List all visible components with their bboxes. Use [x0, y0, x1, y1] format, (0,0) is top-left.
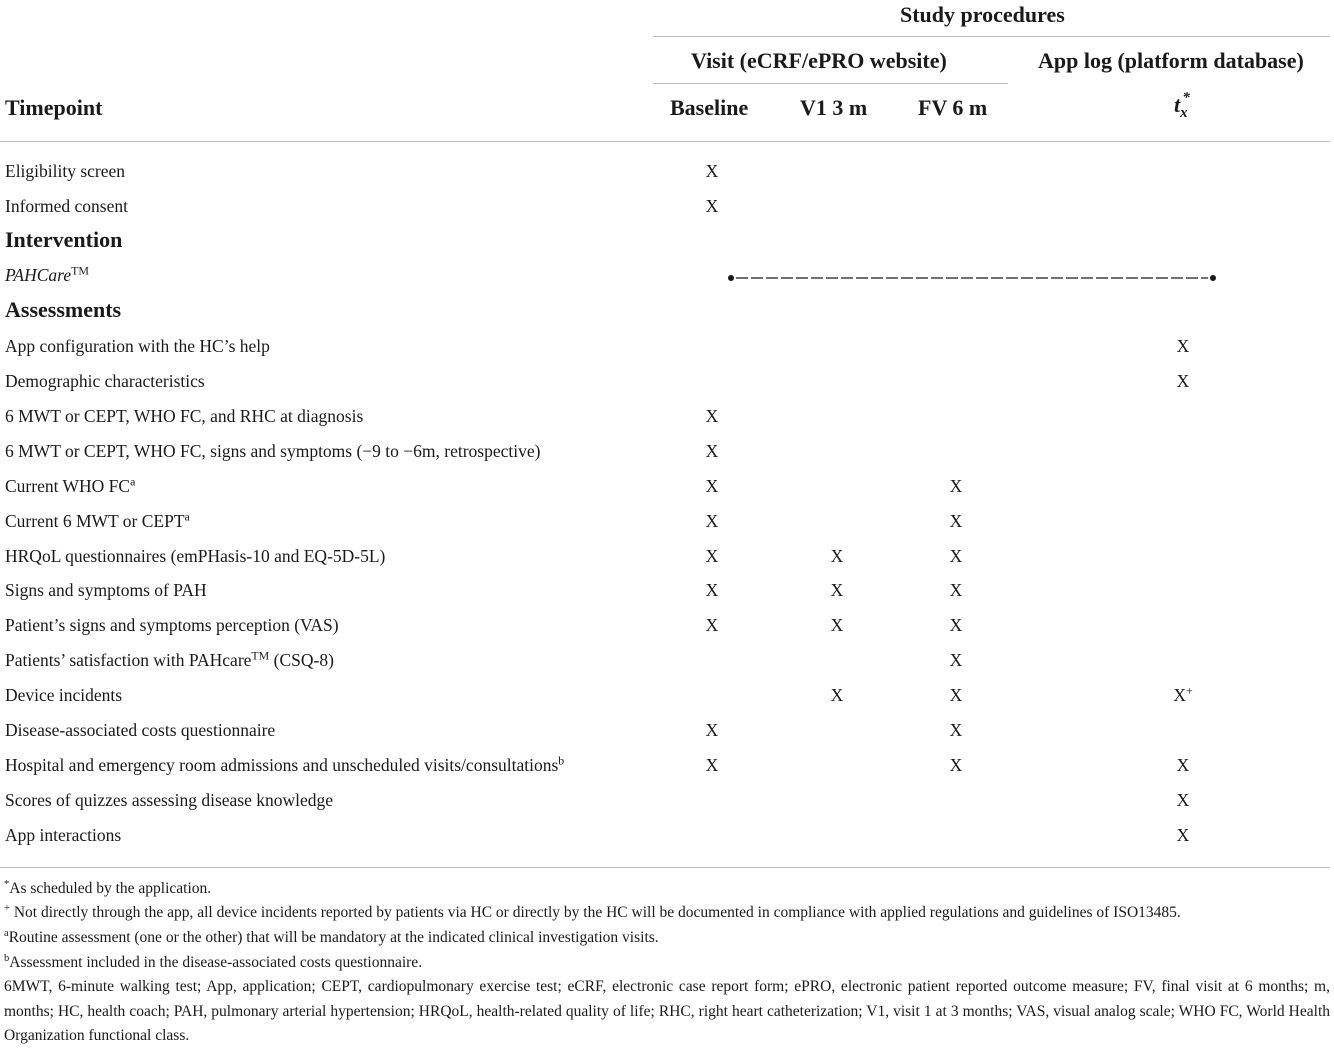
row-label — [5, 615, 339, 636]
cell-mark-text: X — [705, 406, 719, 426]
cell-fv-mark — [950, 755, 963, 776]
row-label — [5, 161, 125, 182]
header-tx: $t_x^*$ — [1174, 89, 1190, 122]
cell-fv-mark — [950, 615, 963, 636]
row-label — [5, 755, 564, 776]
cell-mark-text: X — [1176, 755, 1190, 775]
cell-baseline-mark — [706, 720, 719, 741]
cell-mark-text: X — [949, 685, 963, 705]
cell-baseline-mark — [706, 511, 719, 532]
footnote-abbreviations: 6MWT, 6-minute walking test; App, application; CEPT, cardiopulmonary exercise test; eCRF, electronic case report form; ePRO, electronic patient reported outcome measure; FV, final visit at 6 months; m, months; HC, health coach; PAH, pulmonary arterial hypertension; HRQoL, health-related quality of life; RHC, right heart catheterization; V1, visit 1 at 3 months; VAS, visual analog scale; WHO FC, World Health Organization functional class. — [4, 978, 1330, 1044]
row-label — [5, 476, 135, 497]
cell-app-mark — [1177, 790, 1190, 811]
row-label-text: App interactions — [5, 825, 122, 845]
header-fv: FV 6 m — [918, 95, 988, 120]
row-label-text: 6 MWT or CEPT, WHO FC, signs and symptoms (−9 to −6m, retrospective) — [5, 441, 541, 461]
cell-app-mark — [1177, 825, 1190, 846]
row-label-text: HRQoL questionnaires (emPHasis-10 and EQ-5D-5L) — [5, 546, 386, 566]
row-label-text: Patient’s signs and symptoms perception (VAS) — [5, 615, 339, 635]
row-label-text: Scores of quizzes assessing disease knowledge — [5, 790, 334, 810]
cell-mark-text: X — [1176, 336, 1190, 356]
cell-v1-mark — [831, 685, 844, 706]
cell-mark-text: X — [705, 720, 719, 740]
header-rule-bottom — [0, 141, 1330, 142]
timeline-end-dot — [1210, 275, 1216, 281]
cell-baseline-mark — [706, 615, 719, 636]
cell-mark-sup: + — [1185, 683, 1193, 698]
table-rule-bottom — [0, 867, 1330, 868]
intervention-label-sup: TM — [71, 263, 89, 278]
cell-baseline-mark — [706, 580, 719, 601]
intervention-label — [5, 265, 89, 286]
cell-baseline-mark — [706, 406, 719, 427]
footnote-a: $^a$Routine assessment (one or the other) that will be mandatory at the indicated clinical investigation visits. — [4, 928, 659, 946]
cell-fv-mark — [950, 720, 963, 741]
cell-mark-text: X — [949, 615, 963, 635]
cell-app-mark — [1177, 336, 1190, 357]
row-label-text: Hospital and emergency room admissions and unscheduled visits/consultations — [5, 755, 559, 775]
row-label — [5, 511, 190, 532]
cell-mark-text: X — [949, 511, 963, 531]
row-label — [5, 441, 540, 462]
cell-baseline-mark — [706, 161, 719, 182]
cell-fv-mark — [950, 511, 963, 532]
footnote-plus: + Not directly through the app, all device incidents reported by patients via HC or directly by the HC will be documented in compliance with applied regulations and guidelines of ISO13485. — [4, 903, 1181, 921]
row-label-sup: b — [558, 753, 565, 768]
cell-mark-text: X — [705, 580, 719, 600]
cell-mark-text: X — [705, 755, 719, 775]
cell-mark-text: X — [949, 650, 963, 670]
cell-v1-mark — [831, 615, 844, 636]
cell-v1-mark — [831, 546, 844, 567]
row-label — [5, 546, 385, 567]
row-label — [5, 336, 270, 357]
cell-mark-text: X — [705, 546, 719, 566]
cell-fv-mark — [950, 650, 963, 671]
cell-mark-text: X — [949, 755, 963, 775]
header-applog-group: App log (platform database) — [1038, 48, 1304, 73]
cell-mark-text: X — [1176, 790, 1190, 810]
intervention-timeline — [728, 270, 1216, 286]
row-label — [5, 196, 128, 217]
row-label-sup: a — [130, 474, 136, 489]
row-label-text: Eligibility screen — [5, 161, 126, 181]
cell-mark-text: X — [949, 720, 963, 740]
cell-mark-text: X — [830, 580, 844, 600]
cell-mark-text: X — [949, 546, 963, 566]
cell-mark-text: X — [1173, 685, 1186, 705]
cell-v1-mark — [831, 580, 844, 601]
cell-fv-mark — [950, 580, 963, 601]
cell-mark-text: X — [705, 476, 719, 496]
row-label-text: Device incidents — [5, 685, 123, 705]
row-label — [5, 650, 334, 671]
timeline-start-dot — [728, 275, 734, 281]
cell-baseline-mark — [706, 441, 719, 462]
header-rule-visit — [653, 83, 1008, 84]
section-assessments: Assessments — [5, 297, 122, 322]
row-label-text: Patients’ satisfaction with PAHcare — [5, 650, 252, 670]
cell-mark-text: X — [705, 441, 719, 461]
footnote-b: $^b$Assessment included in the disease-associated costs questionnaire. — [4, 953, 423, 971]
header-study-procedures: Study procedures — [900, 2, 1065, 27]
cell-fv-mark — [950, 685, 963, 706]
cell-mark-text: X — [1176, 825, 1190, 845]
cell-mark-text: X — [949, 580, 963, 600]
row-label-text: Informed consent — [5, 196, 128, 216]
cell-mark-text: X — [705, 196, 719, 216]
row-label-text: 6 MWT or CEPT, WHO FC, and RHC at diagnosis — [5, 406, 364, 426]
row-label-text: Current WHO FC — [5, 476, 131, 496]
intervention-label-text: PAHCare — [5, 265, 72, 285]
cell-app-mark — [1177, 755, 1190, 776]
cell-mark-text: X — [830, 546, 844, 566]
cell-fv-mark — [950, 476, 963, 497]
cell-baseline-mark — [706, 196, 719, 217]
header-timepoint: Timepoint — [5, 95, 103, 120]
cell-mark-text: X — [705, 161, 719, 181]
cell-mark-text: X — [830, 685, 844, 705]
timeline-svg — [728, 270, 1216, 286]
row-label-text: Signs and symptoms of PAH — [5, 580, 207, 600]
cell-baseline-mark — [706, 476, 719, 497]
row-label-sup: TM — [251, 648, 270, 663]
row-label-text: Disease-associated costs questionnaire — [5, 720, 276, 740]
header-rule-top — [653, 36, 1330, 37]
row-label-after: (CSQ-8) — [269, 650, 334, 670]
header-baseline: Baseline — [670, 95, 749, 120]
cell-mark-text: X — [830, 615, 844, 635]
cell-app-mark — [1177, 371, 1190, 392]
row-label — [5, 825, 121, 846]
row-label-text: Demographic characteristics — [5, 371, 205, 391]
cell-mark-text: X — [705, 615, 719, 635]
row-label — [5, 720, 275, 741]
row-label — [5, 790, 333, 811]
cell-baseline-mark — [706, 755, 719, 776]
cell-baseline-mark — [706, 546, 719, 567]
cell-mark-text: X — [705, 511, 719, 531]
row-label — [5, 685, 122, 706]
header-visit-group: Visit (eCRF/ePRO website) — [691, 48, 947, 73]
row-label-text: Current 6 MWT or CEPT — [5, 511, 185, 531]
section-intervention: Intervention — [5, 227, 123, 252]
cell-app-mark — [1173, 685, 1192, 706]
row-label-text: App configuration with the HC’s help — [5, 336, 270, 356]
row-label — [5, 371, 205, 392]
row-label — [5, 580, 207, 601]
cell-fv-mark — [950, 546, 963, 567]
footnote-star: *As scheduled by the application. — [4, 879, 212, 897]
cell-mark-text: X — [949, 476, 963, 496]
header-v1: V1 3 m — [800, 95, 868, 120]
row-label — [5, 406, 363, 427]
row-label-sup: a — [184, 509, 190, 524]
cell-mark-text: X — [1176, 371, 1190, 391]
